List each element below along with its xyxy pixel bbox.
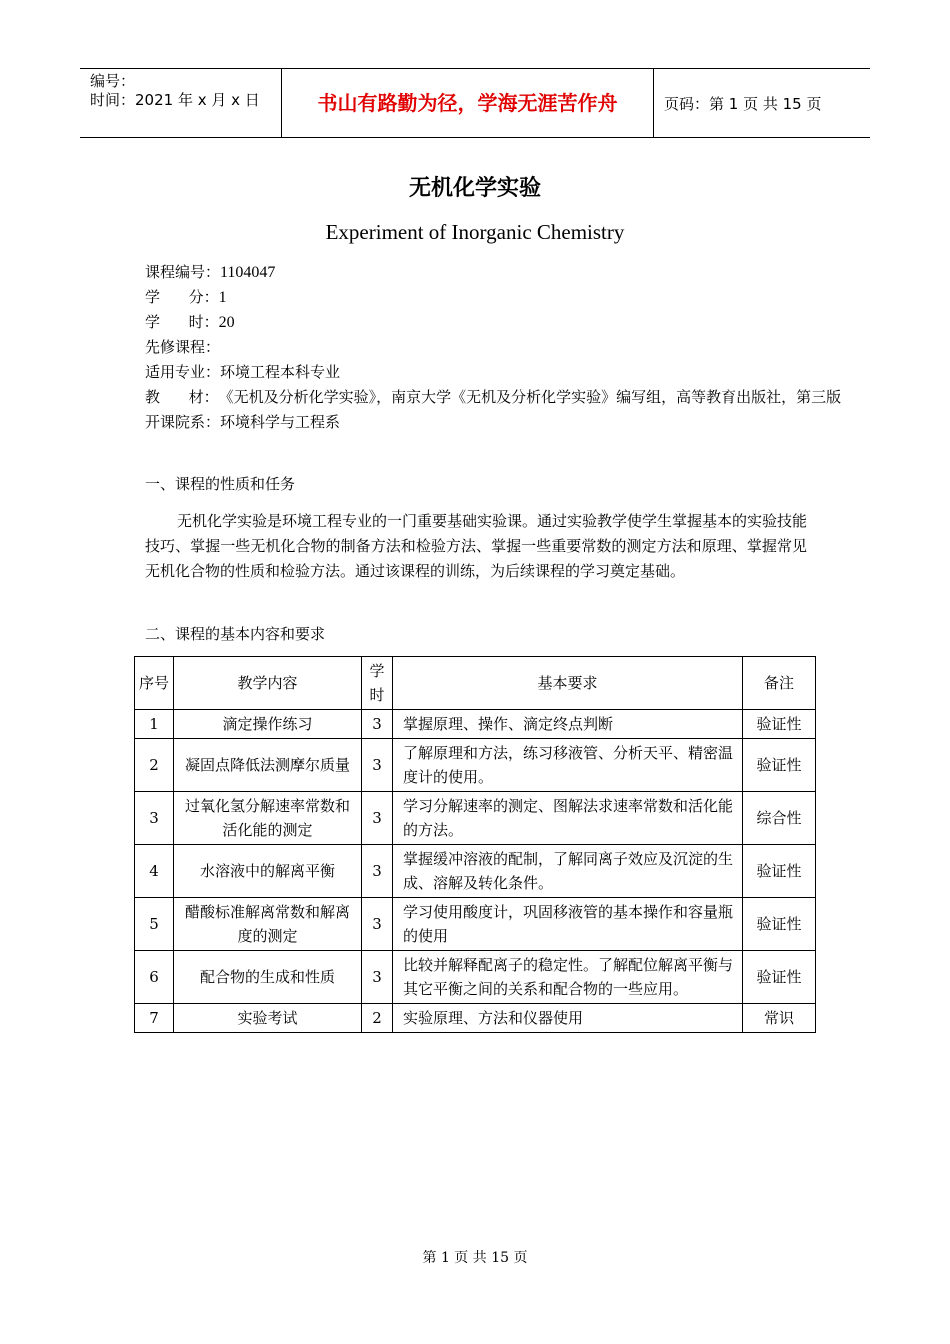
document-time-label: 时间：2021 年 x 月 x 日 <box>90 91 260 109</box>
cell-requirement: 学习分解速率的测定、图解法求速率常数和活化能的方法。 <box>393 792 743 845</box>
cell-requirement: 了解原理和方法，练习移液管、分析天平、精密温度计的使用。 <box>393 739 743 792</box>
cell-content: 醋酸标准解离常数和解离度的测定 <box>174 898 362 951</box>
info-value: 20 <box>218 314 235 331</box>
table-row <box>135 1004 816 1033</box>
table-header-cell: 学时 <box>362 657 393 710</box>
cell-content: 实验考试 <box>174 1004 362 1033</box>
cell-hours: 3 <box>362 951 393 1004</box>
info-label: 学 时： <box>145 313 219 331</box>
info-value: 1104047 <box>220 264 276 281</box>
cell-number: 7 <box>135 1004 174 1033</box>
cell-number: 6 <box>135 951 174 1004</box>
info-value: 环境工程本科专业 <box>220 363 341 381</box>
course-info-row <box>145 310 879 335</box>
cell-note: 验证性 <box>743 845 816 898</box>
cell-number: 1 <box>135 710 174 739</box>
table-row <box>135 792 816 845</box>
cell-note: 综合性 <box>743 792 816 845</box>
info-value: 1 <box>218 289 227 306</box>
document-number-label: 编号： <box>90 72 136 90</box>
cell-hours: 3 <box>362 898 393 951</box>
page-footer: 第 1 页 共 15 页 <box>422 1250 528 1266</box>
document-subtitle: Experiment of Inorganic Chemistry <box>325 220 625 244</box>
table-header-row <box>135 657 816 710</box>
info-label: 课程编号： <box>145 263 221 281</box>
table-header-cell: 序号 <box>135 657 174 710</box>
cell-note: 验证性 <box>743 951 816 1004</box>
cell-note: 验证性 <box>743 739 816 792</box>
cell-content: 滴定操作练习 <box>174 710 362 739</box>
cell-note: 验证性 <box>743 898 816 951</box>
cell-requirement: 学习使用酸度计，巩固移液管的基本操作和容量瓶的使用 <box>393 898 743 951</box>
header-page-number: 页码：第 1 页 共 15 页 <box>664 95 822 113</box>
table-header-cell: 基本要求 <box>393 657 743 710</box>
info-label: 开课院系： <box>145 413 221 431</box>
course-info-row <box>145 385 879 410</box>
table-row <box>135 898 816 951</box>
cell-number: 2 <box>135 739 174 792</box>
table-row <box>135 710 816 739</box>
info-label: 先修课程： <box>145 338 221 356</box>
info-label: 教 材： <box>145 388 219 406</box>
header-meta <box>90 72 260 110</box>
cell-hours: 3 <box>362 710 393 739</box>
cell-content: 水溶液中的解离平衡 <box>174 845 362 898</box>
cell-hours: 2 <box>362 1004 393 1033</box>
cell-requirement: 掌握原理、操作、滴定终点判断 <box>393 710 743 739</box>
table-row <box>135 739 816 792</box>
cell-hours: 3 <box>362 845 393 898</box>
cell-content: 过氧化氢分解速率常数和活化能的测定 <box>174 792 362 845</box>
course-content-table <box>134 656 816 1033</box>
cell-requirement: 掌握缓冲溶液的配制，了解同离子效应及沉淀的生成、溶解及转化条件。 <box>393 845 743 898</box>
header-motto: 书山有路勤为径，学海无涯苦作舟 <box>317 91 618 115</box>
cell-requirement: 实验原理、方法和仪器使用 <box>393 1004 743 1033</box>
cell-number: 3 <box>135 792 174 845</box>
section-heading: 二、课程的基本内容和要求 <box>145 625 326 643</box>
cell-number: 5 <box>135 898 174 951</box>
section-paragraph: 无机化学实验是环境工程专业的一门重要基础实验课。通过实验教学使学生掌握基本的实验技能技巧、掌握一些无机化合物的制备方法和检验方法、掌握一些重要常数的测定方法和原理、掌握常见无机化合物的性质和检验方法。通过该课程的训练，为后续课程的学习奠定基础。 <box>145 512 808 580</box>
course-info-row <box>145 360 879 385</box>
info-value: 环境科学与工程系 <box>220 413 341 431</box>
table-row <box>135 951 816 1004</box>
section-heading: 一、课程的性质和任务 <box>145 475 296 493</box>
document-title: 无机化学实验 <box>408 176 541 201</box>
document-header <box>80 68 870 138</box>
cell-hours: 3 <box>362 739 393 792</box>
course-info-row <box>145 285 879 310</box>
info-value: 《无机及分析化学实验》，南京大学《无机及分析化学实验》编写组，高等教育出版社，第三版 <box>218 388 842 406</box>
cell-content: 配合物的生成和性质 <box>174 951 362 1004</box>
cell-content: 凝固点降低法测摩尔质量 <box>174 739 362 792</box>
table-header-cell: 备注 <box>743 657 816 710</box>
cell-note: 常识 <box>743 1004 816 1033</box>
cell-note: 验证性 <box>743 710 816 739</box>
header-divider <box>653 69 654 137</box>
table-header-cell: 教学内容 <box>174 657 362 710</box>
cell-requirement: 比较并解释配离子的稳定性。了解配位解离平衡与其它平衡之间的关系和配合物的一些应用。 <box>393 951 743 1004</box>
course-info <box>145 260 879 435</box>
table-row <box>135 845 816 898</box>
course-info-row <box>145 410 879 435</box>
cell-number: 4 <box>135 845 174 898</box>
info-label: 适用专业： <box>145 363 221 381</box>
course-info-row <box>145 335 879 360</box>
info-label: 学 分： <box>145 288 219 306</box>
cell-hours: 3 <box>362 792 393 845</box>
course-info-row <box>145 260 879 285</box>
